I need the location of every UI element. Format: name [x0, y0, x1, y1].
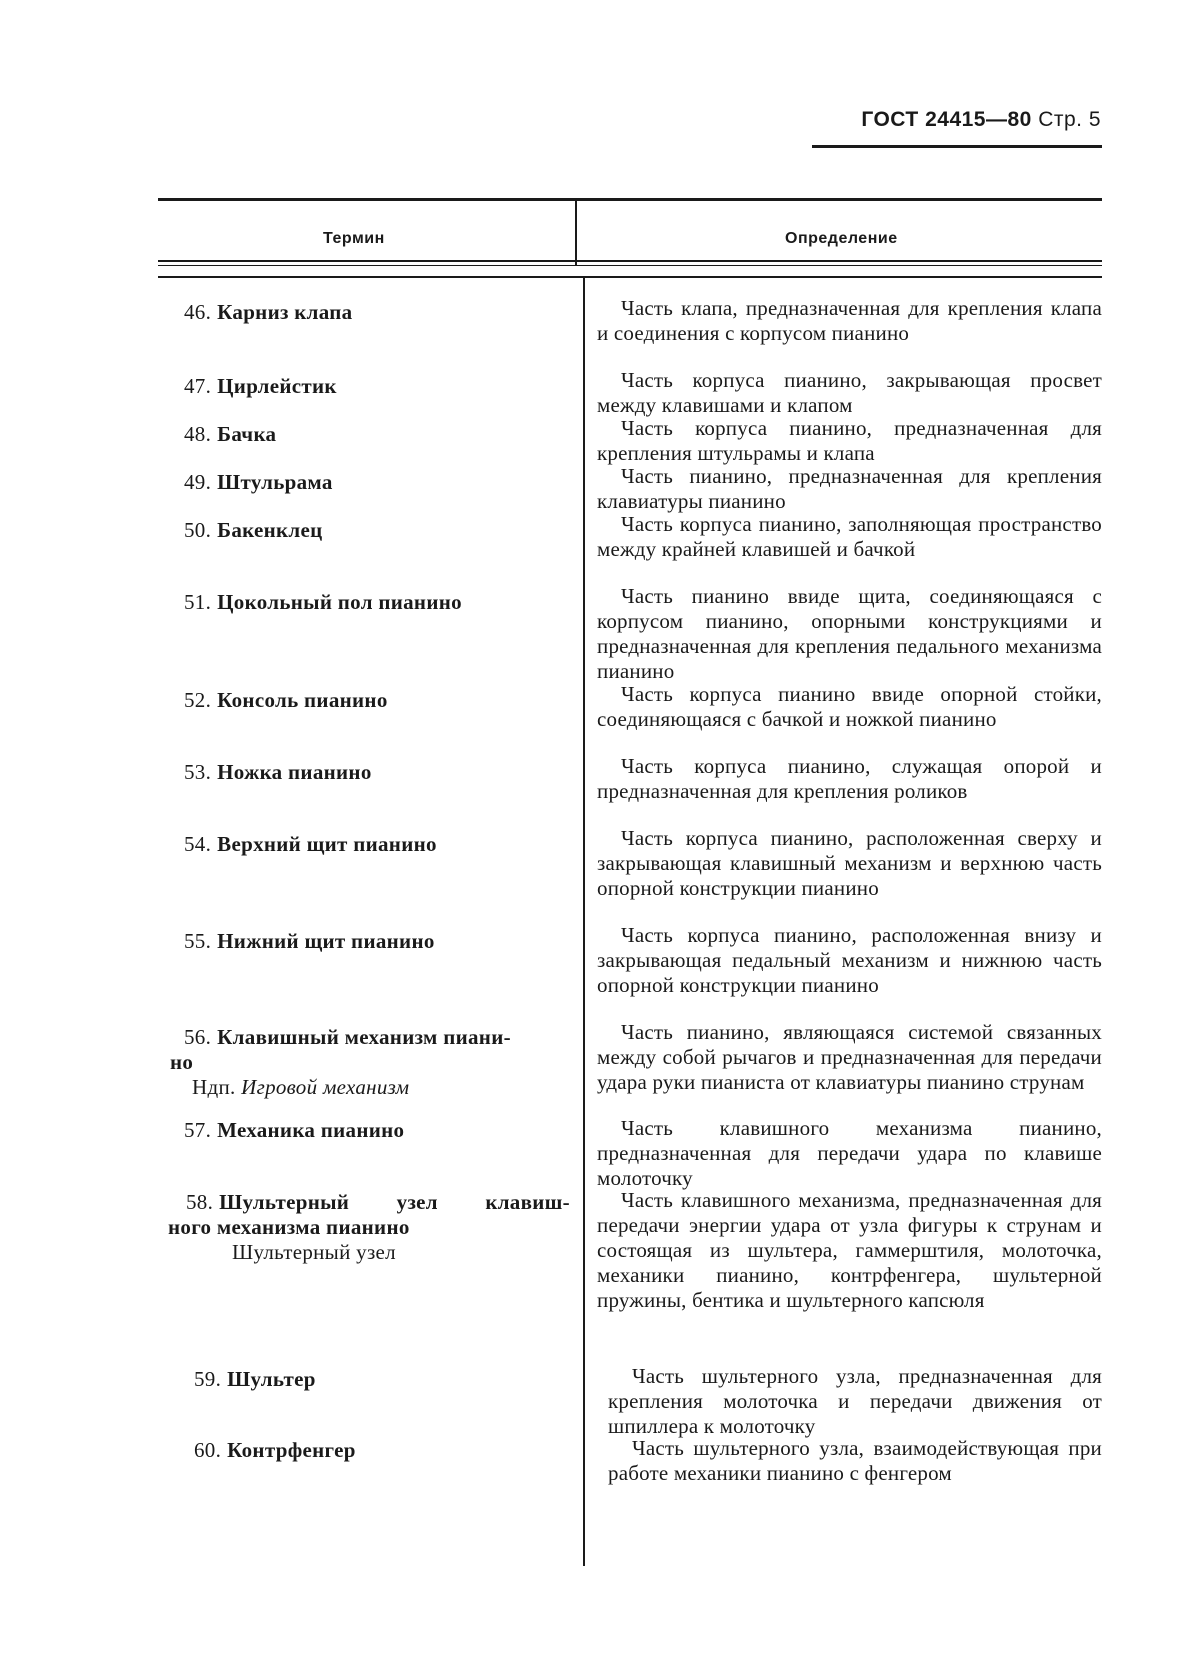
- term-50: [184, 518, 570, 543]
- definition-text: Часть пианино, предназначенная для крепления клавиатуры пианино: [597, 464, 1102, 513]
- column-head-term: Термин: [323, 230, 385, 247]
- term-number: 58.: [186, 1190, 214, 1214]
- term-number: 55.: [184, 929, 212, 953]
- term-name: Шультер: [227, 1367, 316, 1391]
- term-number: 50.: [184, 518, 212, 542]
- definition-text: Часть пианино, являющаяся системой связанных между собой рычагов и предназначенная для передачи удара руки пианиста от клавиатуры пианино струнам: [597, 1020, 1102, 1094]
- definition-text: Часть шультерного узла, предназначенная для крепления молоточка и передачи движения от шпиллера к молоточку: [608, 1364, 1102, 1438]
- definition-text: Часть шультерного узла, взаимодействующая при работе механики пианино с фенгером: [608, 1436, 1102, 1485]
- term-name-continuation: но: [170, 1050, 194, 1074]
- term-59: [194, 1367, 580, 1392]
- term-48: [184, 422, 570, 447]
- definition-text: Часть корпуса пианино, служащая опорой и предназначенная для крепления роликов: [597, 754, 1102, 803]
- table-body-rule: [158, 276, 1102, 278]
- standard-number: ГОСТ 24415—80: [861, 108, 1032, 131]
- term-number: 56.: [184, 1025, 212, 1049]
- term-51: [184, 590, 570, 615]
- table-top-rule: [158, 198, 1102, 201]
- definition-56: [597, 1020, 1102, 1095]
- term-name: Цокольный пол пианино: [217, 590, 462, 614]
- term-49: [184, 470, 570, 495]
- term-name: Ножка пианино: [217, 760, 372, 784]
- term-60: [194, 1438, 580, 1463]
- table-head-rule-1: [158, 260, 1102, 262]
- deprecated-term-name: Игровой механизм: [241, 1075, 410, 1099]
- term-58: [168, 1190, 570, 1265]
- term-name: Бакенклец: [217, 518, 323, 542]
- definition-text: Часть корпуса пианино ввиде опорной стойки, соединяющаяся с бачкой и ножкой пианино: [597, 682, 1102, 731]
- term-name: Цирлейстик: [217, 374, 337, 398]
- deprecated-term: [184, 1075, 570, 1100]
- term-57: [184, 1118, 570, 1143]
- page-header: [861, 108, 1101, 132]
- body-column-divider: [583, 276, 585, 1566]
- term-name-part-c: клавиш-: [485, 1190, 570, 1214]
- term-name: Механика пианино: [217, 1118, 405, 1142]
- header-column-divider: [575, 198, 577, 266]
- term-number: 52.: [184, 688, 212, 712]
- definition-text: Часть корпуса пианино, заполняющая пространство между крайней клавишей и бачкой: [597, 512, 1102, 561]
- definition-49: [597, 464, 1102, 514]
- definition-58: [597, 1188, 1102, 1313]
- definition-53: [597, 754, 1102, 804]
- term-name-part-a: Шультерный: [219, 1190, 350, 1214]
- term-name: Консоль пианино: [217, 688, 388, 712]
- definition-54: [597, 826, 1102, 901]
- term-name: Контрфенгер: [227, 1438, 356, 1462]
- term-name: Карниз клапа: [217, 300, 353, 324]
- definition-text: Часть клавишного механизма пианино, предназначенная для передачи удара по клавише молоточку: [597, 1116, 1102, 1190]
- term-name: Клавишный механизм пиани-: [217, 1025, 511, 1049]
- term-46: [184, 300, 570, 325]
- term-52: [184, 688, 570, 713]
- term-name-part-b: узел: [396, 1190, 438, 1214]
- term-number: 48.: [184, 422, 212, 446]
- table-head-rule-2: [158, 265, 1102, 266]
- term-47: [184, 374, 570, 399]
- page-number: Стр. 5: [1038, 108, 1101, 131]
- term-number: 51.: [184, 590, 212, 614]
- definition-57: [597, 1116, 1102, 1191]
- header-rule: [812, 145, 1102, 148]
- term-55: [184, 929, 570, 954]
- term-number: 49.: [184, 470, 212, 494]
- term-name: Верхний щит пианино: [217, 832, 437, 856]
- term-56: [170, 1025, 570, 1100]
- deprecated-label: Ндп.: [192, 1075, 236, 1099]
- definition-text: Часть клавишного механизма, предназначенная для передачи энергии удара от узла фигуры к струнам и состоящая из шультера, гаммерштиля, молоточка, механики пианино, контрфенгера, шультерной пружины, бентика и шультерного капсюля: [597, 1188, 1102, 1312]
- definition-text: Часть пианино ввиде щита, соединяющаяся с корпусом пианино, опорными конструкциями и предназначенная для крепления педального механизма пианино: [597, 584, 1102, 683]
- definition-text: Часть корпуса пианино, предназначенная для крепления штульрамы и клапа: [597, 416, 1102, 465]
- term-number: 53.: [184, 760, 212, 784]
- term-number: 47.: [184, 374, 212, 398]
- definition-text: Часть корпуса пианино, расположенная сверху и закрывающая клавишный механизм и верхнюю часть опорной конструкции пианино: [597, 826, 1102, 900]
- definition-51: [597, 584, 1102, 684]
- term-number: 60.: [194, 1438, 222, 1462]
- definition-text: Часть корпуса пианино, расположенная внизу и закрывающая педальный механизм и нижнюю часть опорной конструкции пианино: [597, 923, 1102, 997]
- definition-52: [597, 682, 1102, 732]
- definition-59: [608, 1364, 1102, 1439]
- term-number: 46.: [184, 300, 212, 324]
- definition-46: [597, 296, 1102, 346]
- definition-55: [597, 923, 1102, 998]
- definition-text: Часть корпуса пианино, закрывающая просвет между клавишами и клапом: [597, 368, 1102, 417]
- term-number: 57.: [184, 1118, 212, 1142]
- definition-47: [597, 368, 1102, 418]
- definition-50: [597, 512, 1102, 562]
- definition-60: [608, 1436, 1102, 1486]
- term-54: [184, 832, 570, 857]
- definition-48: [597, 416, 1102, 466]
- term-58-first-line: [168, 1190, 570, 1215]
- term-name: Нижний щит пианино: [217, 929, 435, 953]
- term-53: [184, 760, 570, 785]
- short-term: Шультерный узел: [232, 1240, 396, 1264]
- term-name: Штульрама: [217, 470, 333, 494]
- column-head-definition: Определение: [785, 230, 898, 247]
- definition-text: Часть клапа, предназначенная для крепления клапа и соединения с корпусом пианино: [597, 296, 1102, 345]
- term-name-continuation: ного механизма пианино: [168, 1215, 410, 1239]
- term-name: Бачка: [217, 422, 277, 446]
- term-number: 59.: [194, 1367, 222, 1391]
- term-number: 54.: [184, 832, 212, 856]
